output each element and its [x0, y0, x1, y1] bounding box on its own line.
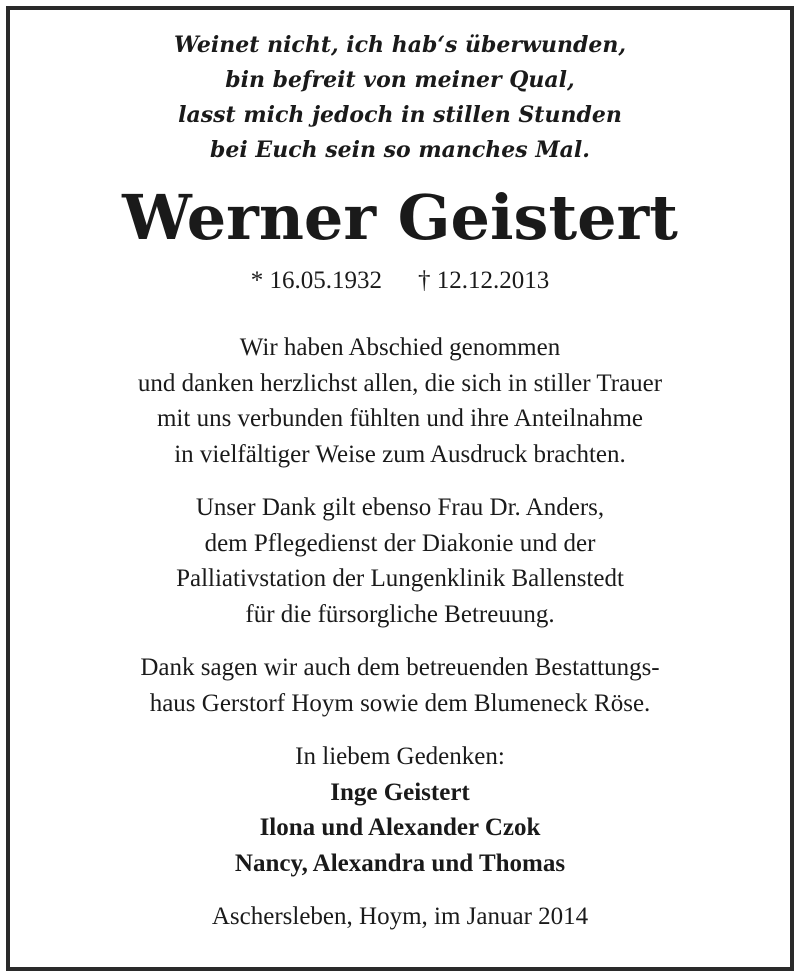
text-line: haus Gerstorf Hoym sowie dem Blumeneck Röse.: [149, 689, 651, 717]
poem-line: bin befreit von meiner Qual,: [225, 67, 575, 93]
text-line: Unser Dank gilt ebenso Frau Dr. Anders,: [195, 494, 605, 521]
text-line: Wir haben Abschied genommen: [239, 334, 561, 361]
text-line: dem Pflegedienst der Diakonie und der: [204, 529, 596, 557]
memorial-poem: [10, 28, 790, 168]
text-line: Dank sagen wir auch dem betreuenden Bestattungs-: [140, 654, 660, 681]
funeral-thanks-paragraph: [10, 650, 790, 721]
mourner-name: Nancy, Alexandra und Thomas: [234, 849, 566, 877]
text-line: und danken herzlichst allen, die sich in stiller Trauer: [137, 369, 663, 397]
mourner-name: Ilona und Alexander Czok: [259, 814, 541, 841]
poem-line: lasst mich jedoch in stillen Stunden: [178, 102, 622, 128]
place-and-date: Aschersleben, Hoym, im Januar 2014: [211, 903, 589, 930]
memorial-intro: In liebem Gedenken:: [295, 743, 505, 770]
care-thanks-paragraph: [10, 490, 790, 632]
obituary-notice: [10, 10, 790, 934]
birth-date: * 16.05.1932: [250, 267, 382, 294]
thanks-paragraph: [10, 330, 790, 472]
text-line: mit uns verbunden fühlten und ihre Anteilnahme: [156, 405, 643, 432]
poem-line: Weinet nicht, ich hab‘s überwunden,: [174, 32, 626, 58]
text-line: in vielfältiger Weise zum Ausdruck brachten.: [174, 440, 626, 468]
poem-line: bei Euch sein so manches Mal.: [210, 137, 590, 163]
life-dates: [10, 264, 790, 298]
text-line: für die fürsorgliche Betreuung.: [245, 600, 555, 628]
deceased-name: Werner Geistert: [122, 181, 678, 254]
memorial-signatures: [10, 739, 790, 881]
text-line: Palliativstation der Lungenklinik Ballenstedt: [176, 565, 624, 592]
mourner-name: Inge Geistert: [330, 778, 470, 806]
death-date: † 12.12.2013: [418, 267, 550, 294]
